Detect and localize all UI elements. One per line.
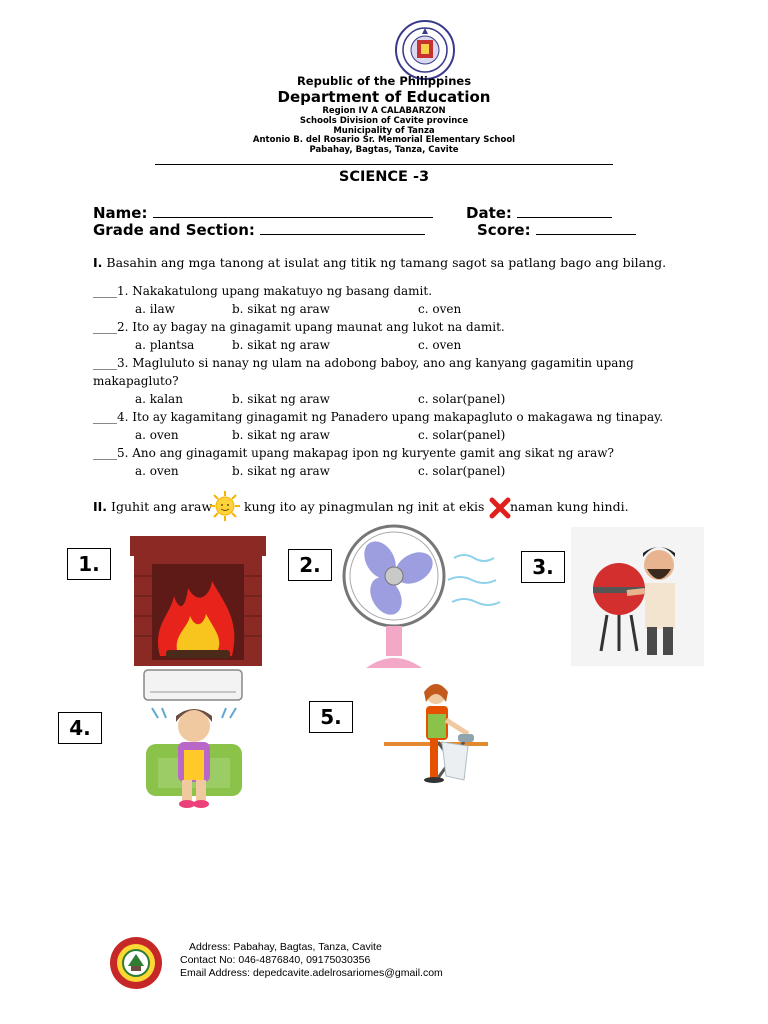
q4-option-b: b. sikat ng araw xyxy=(232,428,330,442)
item-number-5: 5. xyxy=(309,701,353,733)
header-region: Region IV A CALABARZON xyxy=(322,106,446,116)
item-number-2: 2. xyxy=(288,549,332,581)
aircon-sofa-illustration xyxy=(142,668,246,810)
score-label: Score: xyxy=(477,221,531,239)
question-3-cont: makapagluto? xyxy=(93,374,179,388)
footer-email[interactable]: Email Address: depedcavite.adelrosariomes@gmail.com xyxy=(180,967,443,979)
q5-option-b: b. sikat ng araw xyxy=(232,464,330,478)
part2-numeral: II. xyxy=(93,499,108,514)
header-division: Schools Division of Cavite province xyxy=(299,116,469,126)
question-3: ____3. Magluluto si nanay ng ulam na adobong baboy, ano ang kanyang gagamitin upang xyxy=(93,356,634,370)
header-department: Department of Education xyxy=(277,88,491,106)
q3-option-b: b. sikat ng araw xyxy=(232,392,330,406)
grade-section-field[interactable] xyxy=(93,220,425,239)
cross-icon xyxy=(489,497,511,519)
grade-section-label: Grade and Section: xyxy=(93,221,255,239)
q2-option-a: a. plantsa xyxy=(135,338,195,352)
name-blank[interactable] xyxy=(153,203,433,218)
q2-option-c: c. oven xyxy=(418,338,462,352)
item-number-1: 1. xyxy=(67,548,111,580)
question-5: ____5. Ano ang ginagamit upang makapag ipon ng kuryente gamit ang sikat ng araw? xyxy=(93,446,614,460)
part2-text-2: kung ito ay pinagmulan ng init at ekis xyxy=(244,499,485,514)
name-label: Name: xyxy=(93,204,148,222)
part2-instruction-line xyxy=(93,499,212,514)
item-number-3: 3. xyxy=(521,551,565,583)
deped-seal xyxy=(395,20,455,80)
q3-option-c: c. solar(panel) xyxy=(418,392,506,406)
score-blank[interactable] xyxy=(536,220,636,235)
q1-option-c: c. oven xyxy=(418,302,462,316)
sun-icon xyxy=(209,490,241,522)
ironing-woman-illustration xyxy=(380,680,492,788)
q2-option-b: b. sikat ng araw xyxy=(232,338,330,352)
question-4: ____4. Ito ay kagamitang ginagamit ng Panadero upang makapagluto o makagawa ng tinapay. xyxy=(93,410,664,424)
question-2: ____2. Ito ay bagay na ginagamit upang maunat ang lukot na damit. xyxy=(93,320,505,334)
header-divider xyxy=(155,164,613,165)
electric-fan-illustration xyxy=(340,524,510,670)
header-republic: Republic of the Philippines xyxy=(296,74,472,88)
q1-option-b: b. sikat ng araw xyxy=(232,302,330,316)
header-municipality: Municipality of Tanza xyxy=(333,126,435,136)
fireplace-illustration xyxy=(130,536,266,666)
part1-numeral: I. xyxy=(93,255,103,270)
footer-contact: Contact No: 046-4876840, 09175030356 xyxy=(180,954,371,966)
date-label: Date: xyxy=(466,204,512,222)
page-title: SCIENCE -3 xyxy=(338,169,430,185)
footer-address: Address: Pabahay, Bagtas, Tanza, Cavite xyxy=(189,941,382,953)
score-field[interactable] xyxy=(477,220,636,239)
header-address: Pabahay, Bagtas, Tanza, Cavite xyxy=(309,145,459,155)
q4-option-c: c. solar(panel) xyxy=(418,428,506,442)
school-logo xyxy=(109,936,163,990)
q4-option-a: a. oven xyxy=(135,428,179,442)
part2-text-3: naman kung hindi. xyxy=(510,499,629,514)
q5-option-c: c. solar(panel) xyxy=(418,464,506,478)
q3-option-a: a. kalan xyxy=(135,392,183,406)
part1-instruction-line xyxy=(93,255,666,270)
question-1: ____1. Nakakatulong upang makatuyo ng basang damit. xyxy=(93,284,433,298)
q1-option-a: a. ilaw xyxy=(135,302,175,316)
grade-section-blank[interactable] xyxy=(260,220,425,235)
part2-text-1: Iguhit ang araw xyxy=(111,499,213,514)
header-school: Antonio B. del Rosario Sr. Memorial Elementary School xyxy=(252,135,516,145)
q5-option-a: a. oven xyxy=(135,464,179,478)
grilling-man-illustration xyxy=(571,527,704,666)
date-blank[interactable] xyxy=(517,203,612,218)
part1-instruction: Basahin ang mga tanong at isulat ang titik ng tamang sagot sa patlang bago ang bilang. xyxy=(106,255,667,270)
item-number-4: 4. xyxy=(58,712,102,744)
